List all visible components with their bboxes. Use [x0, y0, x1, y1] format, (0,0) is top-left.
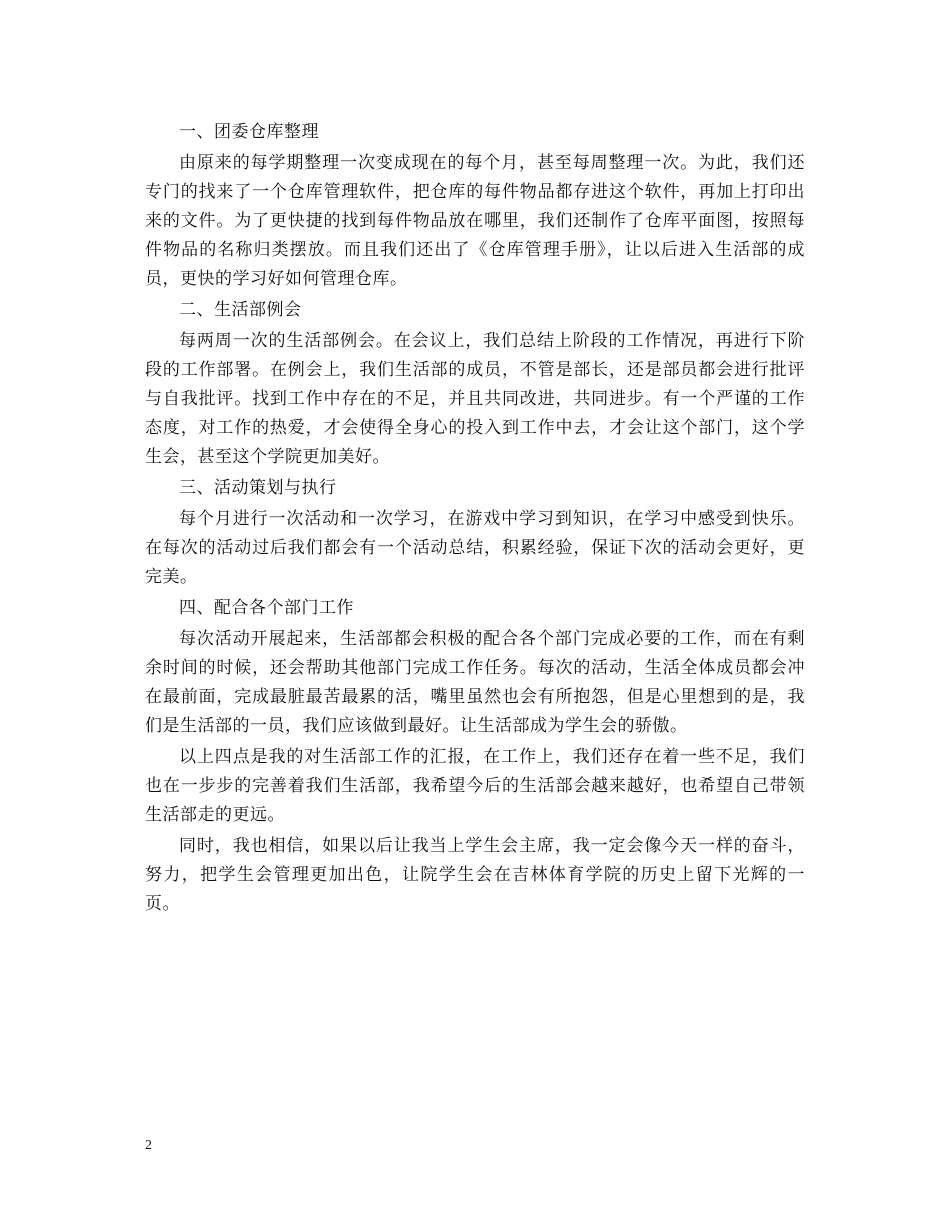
section-heading-warehouse: 一、团委仓库整理	[179, 122, 319, 142]
paragraph-conclusion: 同时，我也相信，如果以后让我当上学生会主席，我一定会像今天一样的奋斗，努力，把学生会管理更加出色，让院学生会在吉林体育学院的历史上留下光辉的一页。	[145, 836, 805, 914]
paragraph-activity: 每个月进行一次活动和一次学习，在游戏中学习到知识，在学习中感受到快乐。在每次的活动过后我们都会有一个活动总结，积累经验，保证下次的活动会更好，更完美。	[145, 509, 805, 587]
paragraph-summary: 以上四点是我的对生活部工作的汇报，在工作上，我们还存在着一些不足，我们也在一步步的完善着我们生活部，我希望今后的生活部会越来越好，也希望自己带领生活部走的更远。	[145, 747, 805, 825]
section-heading-meeting: 二、生活部例会	[179, 300, 302, 320]
paragraph-warehouse: 由原来的每学期整理一次变成现在的每个月，甚至每周整理一次。为此，我们还专门的找来了一个仓库管理软件，把仓库的每件物品都存进这个软件，再加上打印出来的文件。为了更快捷的找到每件物品放在哪里，我们还制作了仓库平面图，按照每件物品的名称归类摆放。而且我们还出了《仓库管理手册》，让以后进入生活部的成员，更快的学习好如何管理仓库。	[145, 153, 805, 289]
paragraph-cooperation: 每次活动开展起来，生活部都会积极的配合各个部门完成必要的工作，而在有剩余时间的时候，还会帮助其他部门完成工作任务。每次的活动，生活全体成员都会冲在最前面，完成最脏最苦最累的活，嘴里虽然也会有所抱怨，但是心里想到的是，我们是生活部的一员，我们应该做到最好。让生活部成为学生会的骄傲。	[145, 629, 805, 736]
page-number: 2	[145, 1138, 152, 1153]
document-body	[145, 116, 805, 921]
section-heading-cooperation: 四、配合各个部门工作	[179, 598, 354, 618]
section-heading-activity: 三、活动策划与执行	[179, 478, 337, 498]
paragraph-meeting: 每两周一次的生活部例会。在会议上，我们总结上阶段的工作情况，再进行下阶段的工作部署。在例会上，我们生活部的成员，不管是部长，还是部员都会进行批评与自我批评。找到工作中存在的不足，并且共同改进，共同进步。有一个严谨的工作态度，对工作的热爱，才会使得全身心的投入到工作中去，才会让这个部门，这个学生会，甚至这个学院更加美好。	[145, 331, 805, 467]
